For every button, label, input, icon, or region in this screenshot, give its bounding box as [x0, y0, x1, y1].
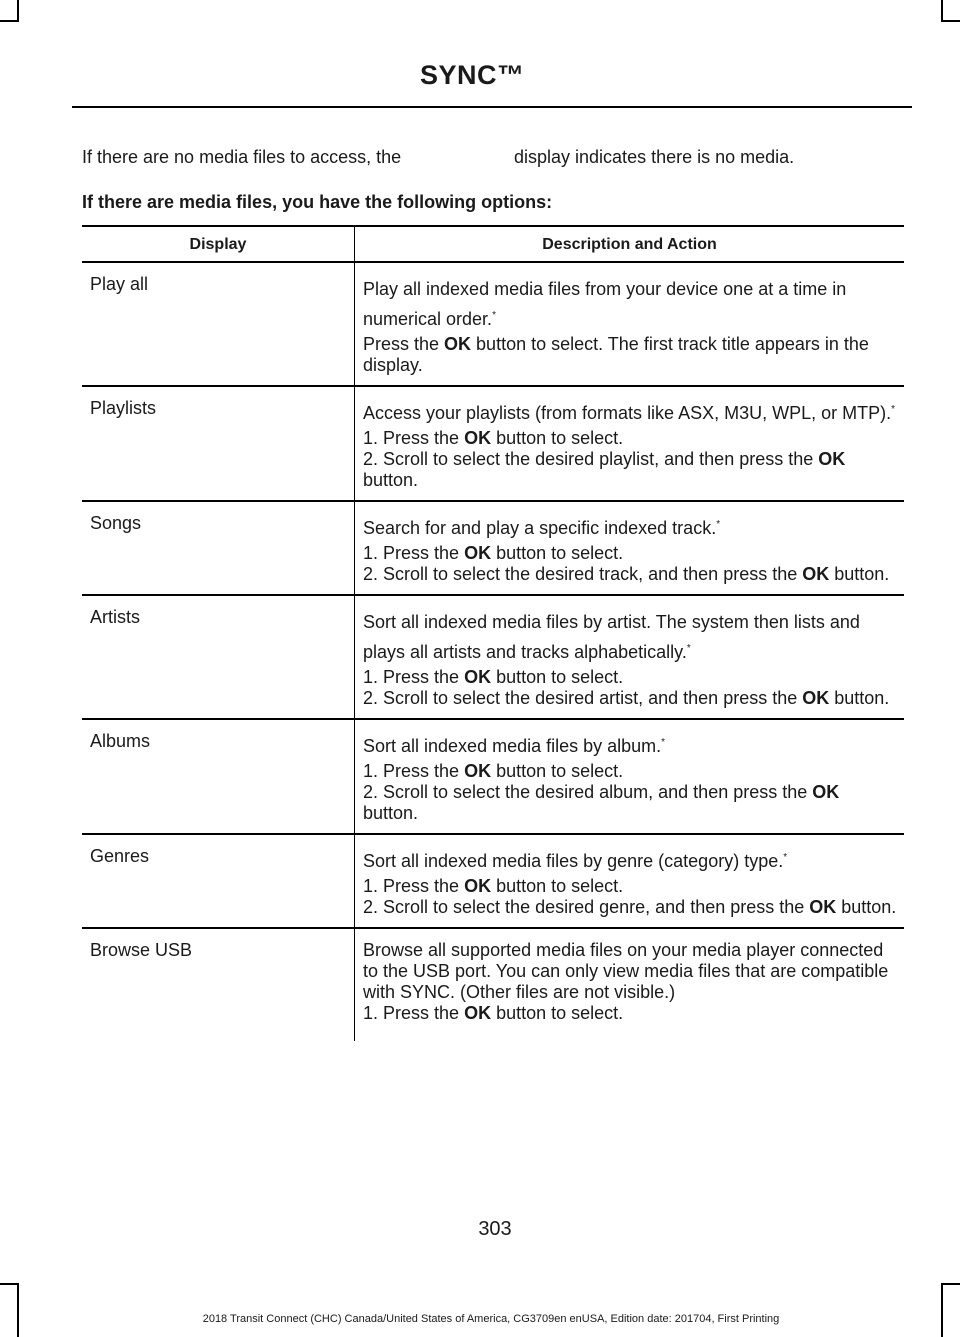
display-option-label: Songs	[90, 513, 142, 533]
step-text: button to select.	[491, 876, 624, 896]
crop-mark	[17, 0, 19, 22]
section-subheading: If there are media files, you have the following options:	[82, 192, 553, 212]
step-text: 1. Press the	[363, 543, 465, 563]
ok-button-label: OK	[464, 667, 492, 687]
step-text: button to select.	[491, 543, 624, 563]
description-text	[363, 274, 898, 334]
intro-text-left: If there are no media files to access, the	[82, 147, 402, 167]
instruction-step	[363, 688, 898, 709]
instruction-step	[363, 449, 898, 491]
instruction-step	[363, 897, 898, 918]
step-text: 1. Press the	[363, 761, 465, 781]
ok-button-label: OK	[444, 334, 472, 354]
instruction-step	[363, 667, 898, 688]
description-text	[363, 513, 898, 543]
option-description	[355, 595, 905, 719]
description-body: Sort all indexed media files by artist. The system then lists and plays all artists and tracks alphabetically.	[363, 612, 860, 662]
column-header-description: Description and Action	[355, 226, 905, 262]
option-description	[355, 719, 905, 834]
header-divider	[72, 106, 912, 108]
crop-mark	[941, 1283, 960, 1285]
ok-button-label: OK	[464, 761, 492, 781]
step-text: button to select.	[491, 1003, 624, 1023]
description-body: Sort all indexed media files by genre (category) type.	[363, 851, 784, 871]
description-body: Sort all indexed media files by album.	[363, 736, 662, 756]
display-option-label: Playlists	[90, 398, 157, 418]
crop-mark	[17, 1283, 19, 1337]
description-body: Search for and play a specific indexed track.	[363, 518, 717, 538]
instruction-step	[363, 564, 898, 585]
instruction-step	[363, 782, 898, 824]
footnote-marker: *	[716, 519, 721, 530]
ok-button-label: OK	[464, 1003, 492, 1023]
display-option	[82, 834, 355, 928]
step-text: button.	[829, 564, 890, 584]
section-title: SYNC™	[420, 60, 525, 90]
display-option	[82, 928, 355, 1041]
crop-mark	[941, 20, 960, 22]
option-description	[355, 386, 905, 501]
step-text: 2. Scroll to select the desired album, and then press the	[363, 782, 813, 802]
display-option-label: Play all	[90, 274, 149, 294]
description-body: Access your playlists (from formats like ASX, M3U, WPL, or MTP).	[363, 403, 892, 423]
intro-text-right: display indicates there is no media.	[514, 147, 795, 167]
instruction-step	[363, 876, 898, 897]
step-text: button.	[836, 897, 897, 917]
step-text: button.	[363, 470, 419, 490]
description-body: Browse all supported media files on your media player connected to the USB port. You can only view media files that are compatible with SYNC. (Other files are not visible.)	[363, 940, 889, 1002]
crop-mark	[0, 20, 19, 22]
page-footer: 2018 Transit Connect (CHC) Canada/United States of America, CG3709en enUSA, Edition date: 201704, First Printing	[202, 1313, 780, 1325]
step-text: button to select.	[491, 428, 624, 448]
ok-button-label: OK	[818, 449, 846, 469]
column-header-display: Display	[82, 226, 355, 262]
display-option-label: Browse USB	[90, 940, 193, 960]
step-text: 2. Scroll to select the desired artist, and then press the	[363, 688, 803, 708]
ok-button-label: OK	[809, 897, 837, 917]
instruction-step	[363, 1003, 898, 1024]
crop-mark	[941, 1283, 943, 1337]
step-text: button to select.	[491, 667, 624, 687]
ok-button-label: OK	[802, 564, 830, 584]
step-text: 1. Press the	[363, 428, 465, 448]
ok-button-label: OK	[464, 876, 492, 896]
option-description	[355, 834, 905, 928]
option-description	[355, 928, 905, 1041]
footnote-marker: *	[492, 310, 496, 321]
ok-button-label: OK	[464, 428, 492, 448]
display-option	[82, 386, 355, 501]
footnote-marker: *	[783, 852, 788, 863]
step-text: Press the	[363, 334, 445, 354]
display-option	[82, 595, 355, 719]
table-row	[82, 386, 904, 501]
ok-button-label: OK	[802, 688, 830, 708]
step-text: 2. Scroll to select the desired genre, and then press the	[363, 897, 810, 917]
table-row	[82, 501, 904, 595]
option-description	[355, 501, 905, 595]
table-header-row	[82, 226, 904, 262]
display-option-label: Artists	[90, 607, 141, 627]
table-row	[82, 262, 904, 386]
description-body: Play all indexed media files from your device one at a time in numerical order.	[363, 279, 847, 329]
page-number: 303	[478, 1218, 512, 1240]
step-text: button.	[363, 803, 419, 823]
description-text	[363, 607, 898, 667]
option-description	[355, 262, 905, 386]
step-text: 2. Scroll to select the desired track, and then press the	[363, 564, 803, 584]
display-option-label: Genres	[90, 846, 150, 866]
step-text: button.	[829, 688, 890, 708]
display-option-label: Albums	[90, 731, 151, 751]
step-text: 1. Press the	[363, 1003, 465, 1023]
description-text	[363, 398, 898, 428]
display-option	[82, 262, 355, 386]
crop-mark	[0, 1283, 19, 1285]
media-options-table	[82, 225, 904, 1041]
step-text: 1. Press the	[363, 876, 465, 896]
instruction-step	[363, 761, 898, 782]
crop-mark	[941, 0, 943, 22]
table-row	[82, 595, 904, 719]
step-text: 2. Scroll to select the desired playlist, and then press the	[363, 449, 819, 469]
step-text: button to select. The first track title appears in the display.	[363, 334, 869, 375]
footnote-marker: *	[686, 643, 691, 654]
description-text	[363, 846, 898, 876]
ok-button-label: OK	[464, 543, 492, 563]
description-text	[363, 940, 898, 1003]
step-text: 1. Press the	[363, 667, 465, 687]
step-text: button to select.	[491, 761, 624, 781]
table-row	[82, 928, 904, 1041]
footnote-marker: *	[891, 404, 896, 415]
table-row	[82, 834, 904, 928]
description-text	[363, 731, 898, 761]
display-option	[82, 501, 355, 595]
page-header	[0, 60, 912, 91]
table-body	[82, 262, 904, 1041]
instruction-step	[363, 543, 898, 564]
instruction-step	[363, 334, 898, 376]
instruction-step	[363, 428, 898, 449]
display-option	[82, 719, 355, 834]
ok-button-label: OK	[812, 782, 840, 802]
footnote-marker: *	[661, 737, 666, 748]
table-row	[82, 719, 904, 834]
